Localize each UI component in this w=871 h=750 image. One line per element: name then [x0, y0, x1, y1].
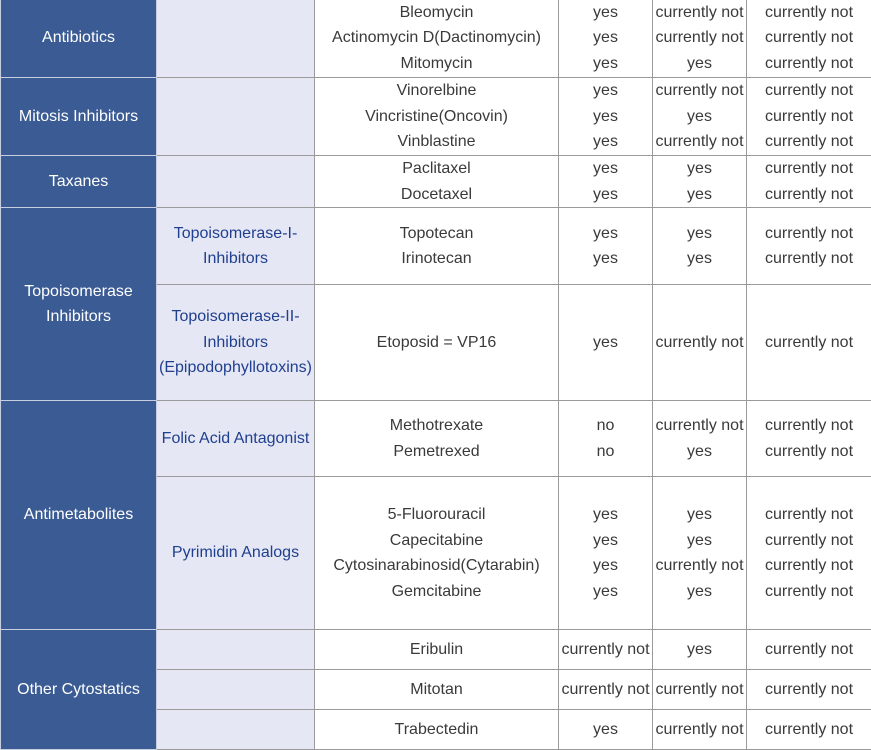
value-col-2-cell [653, 630, 747, 670]
drug-name: Pemetrexed [315, 439, 558, 465]
value-col-3: currently not [747, 156, 871, 182]
value-col-3: currently not [747, 129, 871, 155]
value-col-2-cell [653, 78, 747, 156]
value-col-2: yes [653, 51, 746, 77]
drug-name: 5-Fluorouracil [315, 502, 558, 528]
value-col-3: currently not [747, 221, 871, 247]
drug-name-cell [315, 0, 559, 78]
drug-name: Actinomycin D(Dactinomycin) [315, 25, 558, 51]
drug-name: Eribulin [315, 637, 558, 663]
value-col-2-cell [653, 156, 747, 208]
subcategory-cell [157, 401, 315, 477]
value-col-1: yes [559, 553, 652, 579]
value-col-2: yes [653, 221, 746, 247]
value-col-2: currently not [653, 677, 746, 703]
table-row [1, 78, 871, 156]
value-col-1: no [559, 439, 652, 465]
value-col-3: currently not [747, 553, 871, 579]
value-col-2: currently not [653, 0, 746, 25]
drug-name-cell [315, 670, 559, 710]
value-col-1: yes [559, 104, 652, 130]
drug-name: Bleomycin [315, 0, 558, 25]
subcategory-label: Pyrimidin Analogs [172, 544, 299, 561]
value-col-1: yes [559, 156, 652, 182]
drug-name-cell [315, 208, 559, 285]
value-col-3-cell [747, 630, 871, 670]
category-cell [1, 156, 157, 208]
value-col-1-cell [559, 78, 653, 156]
value-col-1: yes [559, 502, 652, 528]
drug-name-cell [315, 78, 559, 156]
drug-name: Gemcitabine [315, 579, 558, 605]
value-col-1-cell [559, 477, 653, 630]
value-col-2-cell [653, 285, 747, 401]
value-col-2: yes [653, 182, 746, 208]
value-col-2: yes [653, 579, 746, 605]
subcategory-cell [157, 710, 315, 750]
drug-name: Paclitaxel [315, 156, 558, 182]
value-col-3: currently not [747, 246, 871, 272]
value-col-1: yes [559, 717, 652, 743]
drug-name-cell [315, 285, 559, 401]
value-col-1-cell [559, 285, 653, 401]
category-cell [1, 630, 157, 750]
value-col-3: currently not [747, 78, 871, 104]
value-col-3-cell [747, 156, 871, 208]
value-col-2: currently not [653, 717, 746, 743]
drug-name: Mitomycin [315, 51, 558, 77]
value-col-3-cell [747, 78, 871, 156]
value-col-1: yes [559, 221, 652, 247]
value-col-3: currently not [747, 0, 871, 25]
drug-name-cell [315, 710, 559, 750]
subcategory-cell [157, 156, 315, 208]
value-col-2-cell [653, 670, 747, 710]
value-col-1: no [559, 413, 652, 439]
value-col-2: yes [653, 502, 746, 528]
subcategory-cell [157, 670, 315, 710]
category-cell [1, 208, 157, 401]
value-col-1: yes [559, 129, 652, 155]
value-col-1: yes [559, 182, 652, 208]
table-row [1, 208, 871, 285]
drug-name: Cytosinarabinosid(Cytarabin) [315, 553, 558, 579]
value-col-3: currently not [747, 51, 871, 77]
value-col-1-cell [559, 208, 653, 285]
value-col-3-cell [747, 208, 871, 285]
category-cell [1, 78, 157, 156]
subcategory-cell [157, 78, 315, 156]
category-label: Taxanes [49, 173, 109, 190]
value-col-3-cell [747, 285, 871, 401]
value-col-3: currently not [747, 677, 871, 703]
value-col-3: currently not [747, 439, 871, 465]
table-row [1, 0, 871, 78]
drug-name: Vinblastine [315, 129, 558, 155]
value-col-3: currently not [747, 579, 871, 605]
value-col-2: yes [653, 246, 746, 272]
drug-name: Docetaxel [315, 182, 558, 208]
value-col-1-cell [559, 630, 653, 670]
value-col-1-cell [559, 670, 653, 710]
value-col-3: currently not [747, 502, 871, 528]
drug-name-cell [315, 630, 559, 670]
subcategory-cell [157, 285, 315, 401]
subcategory-label: Topoisomerase-II-Inhibitors (Epipodophyllotoxins) [158, 304, 314, 381]
value-col-2: yes [653, 439, 746, 465]
category-label: Other Cytostatics [17, 681, 140, 698]
drug-name: Vincristine(Oncovin) [315, 104, 558, 130]
subcategory-label: Folic Acid Antagonist [162, 430, 310, 447]
value-col-2: currently not [653, 25, 746, 51]
value-col-1-cell [559, 0, 653, 78]
drug-name-cell [315, 156, 559, 208]
value-col-2-cell [653, 710, 747, 750]
value-col-3-cell [747, 0, 871, 78]
drug-name-cell [315, 401, 559, 477]
value-col-1: currently not [559, 677, 652, 703]
value-col-3-cell [747, 710, 871, 750]
value-col-3: currently not [747, 25, 871, 51]
value-col-1-cell [559, 710, 653, 750]
value-col-2: currently not [653, 78, 746, 104]
drug-name: Etoposid = VP16 [315, 330, 558, 356]
category-cell [1, 401, 157, 630]
table-row [1, 630, 871, 670]
category-label: Antibiotics [42, 29, 115, 46]
category-label: Mitosis Inhibitors [19, 108, 138, 125]
value-col-3: currently not [747, 717, 871, 743]
value-col-2: yes [653, 156, 746, 182]
category-label: Antimetabolites [24, 506, 133, 523]
drug-name: Irinotecan [315, 246, 558, 272]
drug-name: Capecitabine [315, 528, 558, 554]
value-col-2: yes [653, 637, 746, 663]
value-col-2: currently not [653, 330, 746, 356]
value-col-2: yes [653, 104, 746, 130]
value-col-1: yes [559, 0, 652, 25]
drug-name: Vinorelbine [315, 78, 558, 104]
value-col-1: yes [559, 51, 652, 77]
value-col-3: currently not [747, 637, 871, 663]
value-col-1: yes [559, 330, 652, 356]
value-col-1: yes [559, 25, 652, 51]
value-col-3: currently not [747, 104, 871, 130]
category-label: Topoisomerase Inhibitors [19, 279, 139, 330]
value-col-3: currently not [747, 182, 871, 208]
subcategory-cell [157, 477, 315, 630]
value-col-1: yes [559, 246, 652, 272]
value-col-2: currently not [653, 413, 746, 439]
value-col-2: currently not [653, 553, 746, 579]
drug-name: Methotrexate [315, 413, 558, 439]
value-col-3: currently not [747, 330, 871, 356]
value-col-2-cell [653, 401, 747, 477]
drug-name: Mitotan [315, 677, 558, 703]
value-col-2-cell [653, 208, 747, 285]
drug-name: Trabectedin [315, 717, 558, 743]
value-col-2-cell [653, 0, 747, 78]
value-col-2-cell [653, 477, 747, 630]
value-col-3-cell [747, 670, 871, 710]
value-col-2: yes [653, 528, 746, 554]
value-col-1: yes [559, 579, 652, 605]
table-row [1, 156, 871, 208]
category-cell [1, 0, 157, 78]
value-col-1-cell [559, 156, 653, 208]
value-col-3-cell [747, 477, 871, 630]
value-col-1: currently not [559, 637, 652, 663]
drug-name: Topotecan [315, 221, 558, 247]
subcategory-cell [157, 208, 315, 285]
subcategory-cell [157, 630, 315, 670]
value-col-1: yes [559, 528, 652, 554]
drug-name-cell [315, 477, 559, 630]
value-col-3-cell [747, 401, 871, 477]
subcategory-label: Topoisomerase-I-Inhibitors [171, 221, 301, 272]
subcategory-cell [157, 0, 315, 78]
value-col-1-cell [559, 401, 653, 477]
table-row [1, 401, 871, 477]
value-col-2: currently not [653, 129, 746, 155]
value-col-3: currently not [747, 413, 871, 439]
value-col-3: currently not [747, 528, 871, 554]
value-col-1: yes [559, 78, 652, 104]
